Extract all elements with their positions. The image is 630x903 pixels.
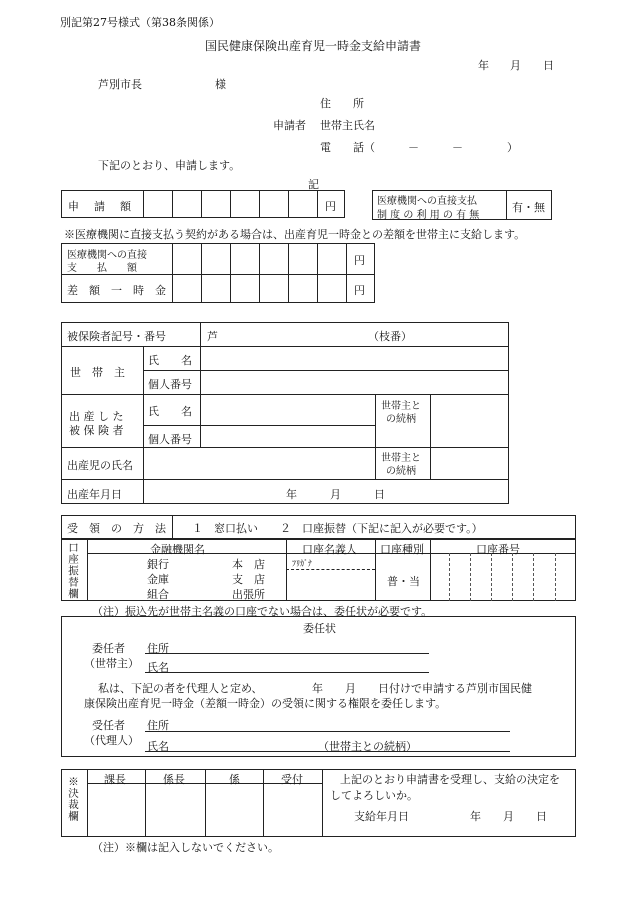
- birth-date-label: 出産年月日: [67, 488, 122, 501]
- approval-label: ※決裁欄: [67, 776, 79, 822]
- branch-type-branch: 支 店: [232, 573, 265, 586]
- difference-label: 差 額 一 時 金: [67, 284, 166, 297]
- approval-col-kakari: 係: [229, 773, 240, 786]
- child-relation-label-1: 世帯主と: [381, 453, 421, 464]
- direct-pay-label-1: 医療機関への直接: [67, 250, 147, 261]
- receipt-note: （注）振込先が世帯主名義の口座でない場合は、委任状が必要です。: [92, 605, 433, 618]
- household-head-name-label: 氏 名: [148, 354, 192, 367]
- note-direct: ※医療機関に直接支払う契約がある場合は、出産育児一時金との差額を世帯主に支給します。: [64, 228, 526, 241]
- bank-type-kumiai: 組合: [147, 588, 169, 601]
- type-header: 口座種別: [380, 543, 424, 556]
- child-name-label: 出産児の氏名: [67, 459, 133, 472]
- delegator-label-1: 委任者: [92, 642, 125, 655]
- bank-header: 金融機関名: [150, 543, 205, 556]
- child-relation-label-2: の続柄: [386, 466, 416, 477]
- agent-label-1: 受任者: [92, 719, 125, 732]
- date-year: 年: [478, 59, 489, 72]
- date-day: 日: [543, 59, 554, 72]
- furigana-label: ﾌﾘｶﾞﾅ: [292, 559, 312, 568]
- account-type-value[interactable]: 普・当: [387, 575, 420, 588]
- approval-col-uketsuke: 受付: [281, 773, 303, 786]
- number-header: 口座番号: [476, 543, 520, 556]
- proxy-text-2: 康保険出産育児一時金（差額一時金）の受領に関する権限を委任します。: [84, 697, 447, 710]
- approval-date-label: 支給年月日: [354, 810, 409, 823]
- insured-branch-label: （枝番）: [368, 330, 412, 343]
- footer-note: （注）※欄は記入しないでください。: [92, 841, 279, 854]
- bank-type-bank: 銀行: [147, 558, 169, 571]
- birth-insured-name-label: 氏 名: [148, 405, 192, 418]
- approval-text-2: してよろしいか。: [330, 789, 418, 802]
- birth-insured-individual-number-label: 個人番号: [148, 433, 192, 446]
- insured-number-prefix: 芦: [207, 330, 218, 343]
- applicant-name-label: 世帯主氏名: [320, 119, 375, 132]
- agent-relation-label: （世帯主との続柄）: [318, 740, 417, 753]
- date-month: 月: [510, 59, 521, 72]
- addressee-mayor: 芦別市長: [98, 78, 142, 91]
- proxy-text-1: 私は、下記の者を代理人と定め、 年 月 日付けで申請する芦別市国民健: [98, 682, 533, 695]
- applicant-label: 申請者: [273, 119, 306, 132]
- birth-insured-label-2: 被 保 険 者: [69, 424, 124, 437]
- direct-pay-system-label-1: 医療機関への直接支払: [377, 196, 477, 207]
- agent-address-label: 住所: [147, 719, 169, 732]
- receipt-method-options[interactable]: １ 窓口払い ２ 口座振替（下記に記入が必要です。）: [192, 522, 483, 535]
- delegator-name-label: 氏名: [147, 661, 169, 674]
- approval-col-kakaricho: 係長: [163, 773, 185, 786]
- agent-label-2: （代理人）: [84, 734, 139, 747]
- amount-label: 申 請 額: [68, 200, 133, 213]
- delegator-label-2: （世帯主）: [84, 657, 139, 670]
- applicant-address-label: 住 所: [320, 97, 364, 110]
- birth-date-fields: 年 月 日: [286, 488, 385, 501]
- agent-name-label: 氏名: [147, 740, 169, 753]
- holder-header: 口座名義人: [302, 543, 357, 556]
- approval-date-fields: 年 月 日: [470, 810, 547, 823]
- amount-unit: 円: [325, 200, 336, 213]
- household-head-individual-number-label: 個人番号: [148, 378, 192, 391]
- direct-pay-system-value[interactable]: 有・無: [512, 201, 545, 214]
- direct-pay-unit: 円: [354, 254, 365, 267]
- household-head-label: 世 帯 主: [70, 366, 125, 379]
- insured-table: [61, 322, 509, 504]
- addressee-honorific: 様: [215, 78, 226, 91]
- bank-type-kinko: 金庫: [147, 573, 169, 586]
- difference-unit: 円: [354, 284, 365, 297]
- approval-col-kacho: 課長: [104, 773, 126, 786]
- direct-pay-label-2: 支 払 額: [67, 263, 137, 274]
- relation-label-1: 世帯主と: [381, 401, 421, 412]
- branch-type-office: 出張所: [232, 588, 265, 601]
- page-title: 国民健康保険出産育児一時金支給申請書: [205, 39, 422, 53]
- proxy-title: 委任状: [303, 622, 336, 635]
- birth-insured-label-1: 出 産 し た: [69, 410, 124, 423]
- insured-number-label: 被保険者記号・番号: [67, 330, 166, 343]
- receipt-method-label: 受 領 の 方 法: [67, 522, 166, 535]
- form-id: 別記第27号様式（第38条関係）: [60, 16, 220, 29]
- ki-label: 記: [308, 178, 319, 191]
- account-transfer-label: 口座振替欄: [67, 542, 79, 600]
- applicant-phone-label: 電 話（ － － ）: [320, 141, 518, 154]
- relation-label-2: の続柄: [386, 414, 416, 425]
- branch-type-main: 本 店: [232, 558, 265, 571]
- direct-pay-system-label-2: 制 度 の 利 用 の 有 無: [377, 210, 480, 221]
- approval-text-1: 上記のとおり申請書を受理し、支給の決定を: [340, 773, 560, 786]
- delegator-address-label: 住所: [147, 642, 169, 655]
- intro-text: 下記のとおり、申請します。: [98, 159, 241, 172]
